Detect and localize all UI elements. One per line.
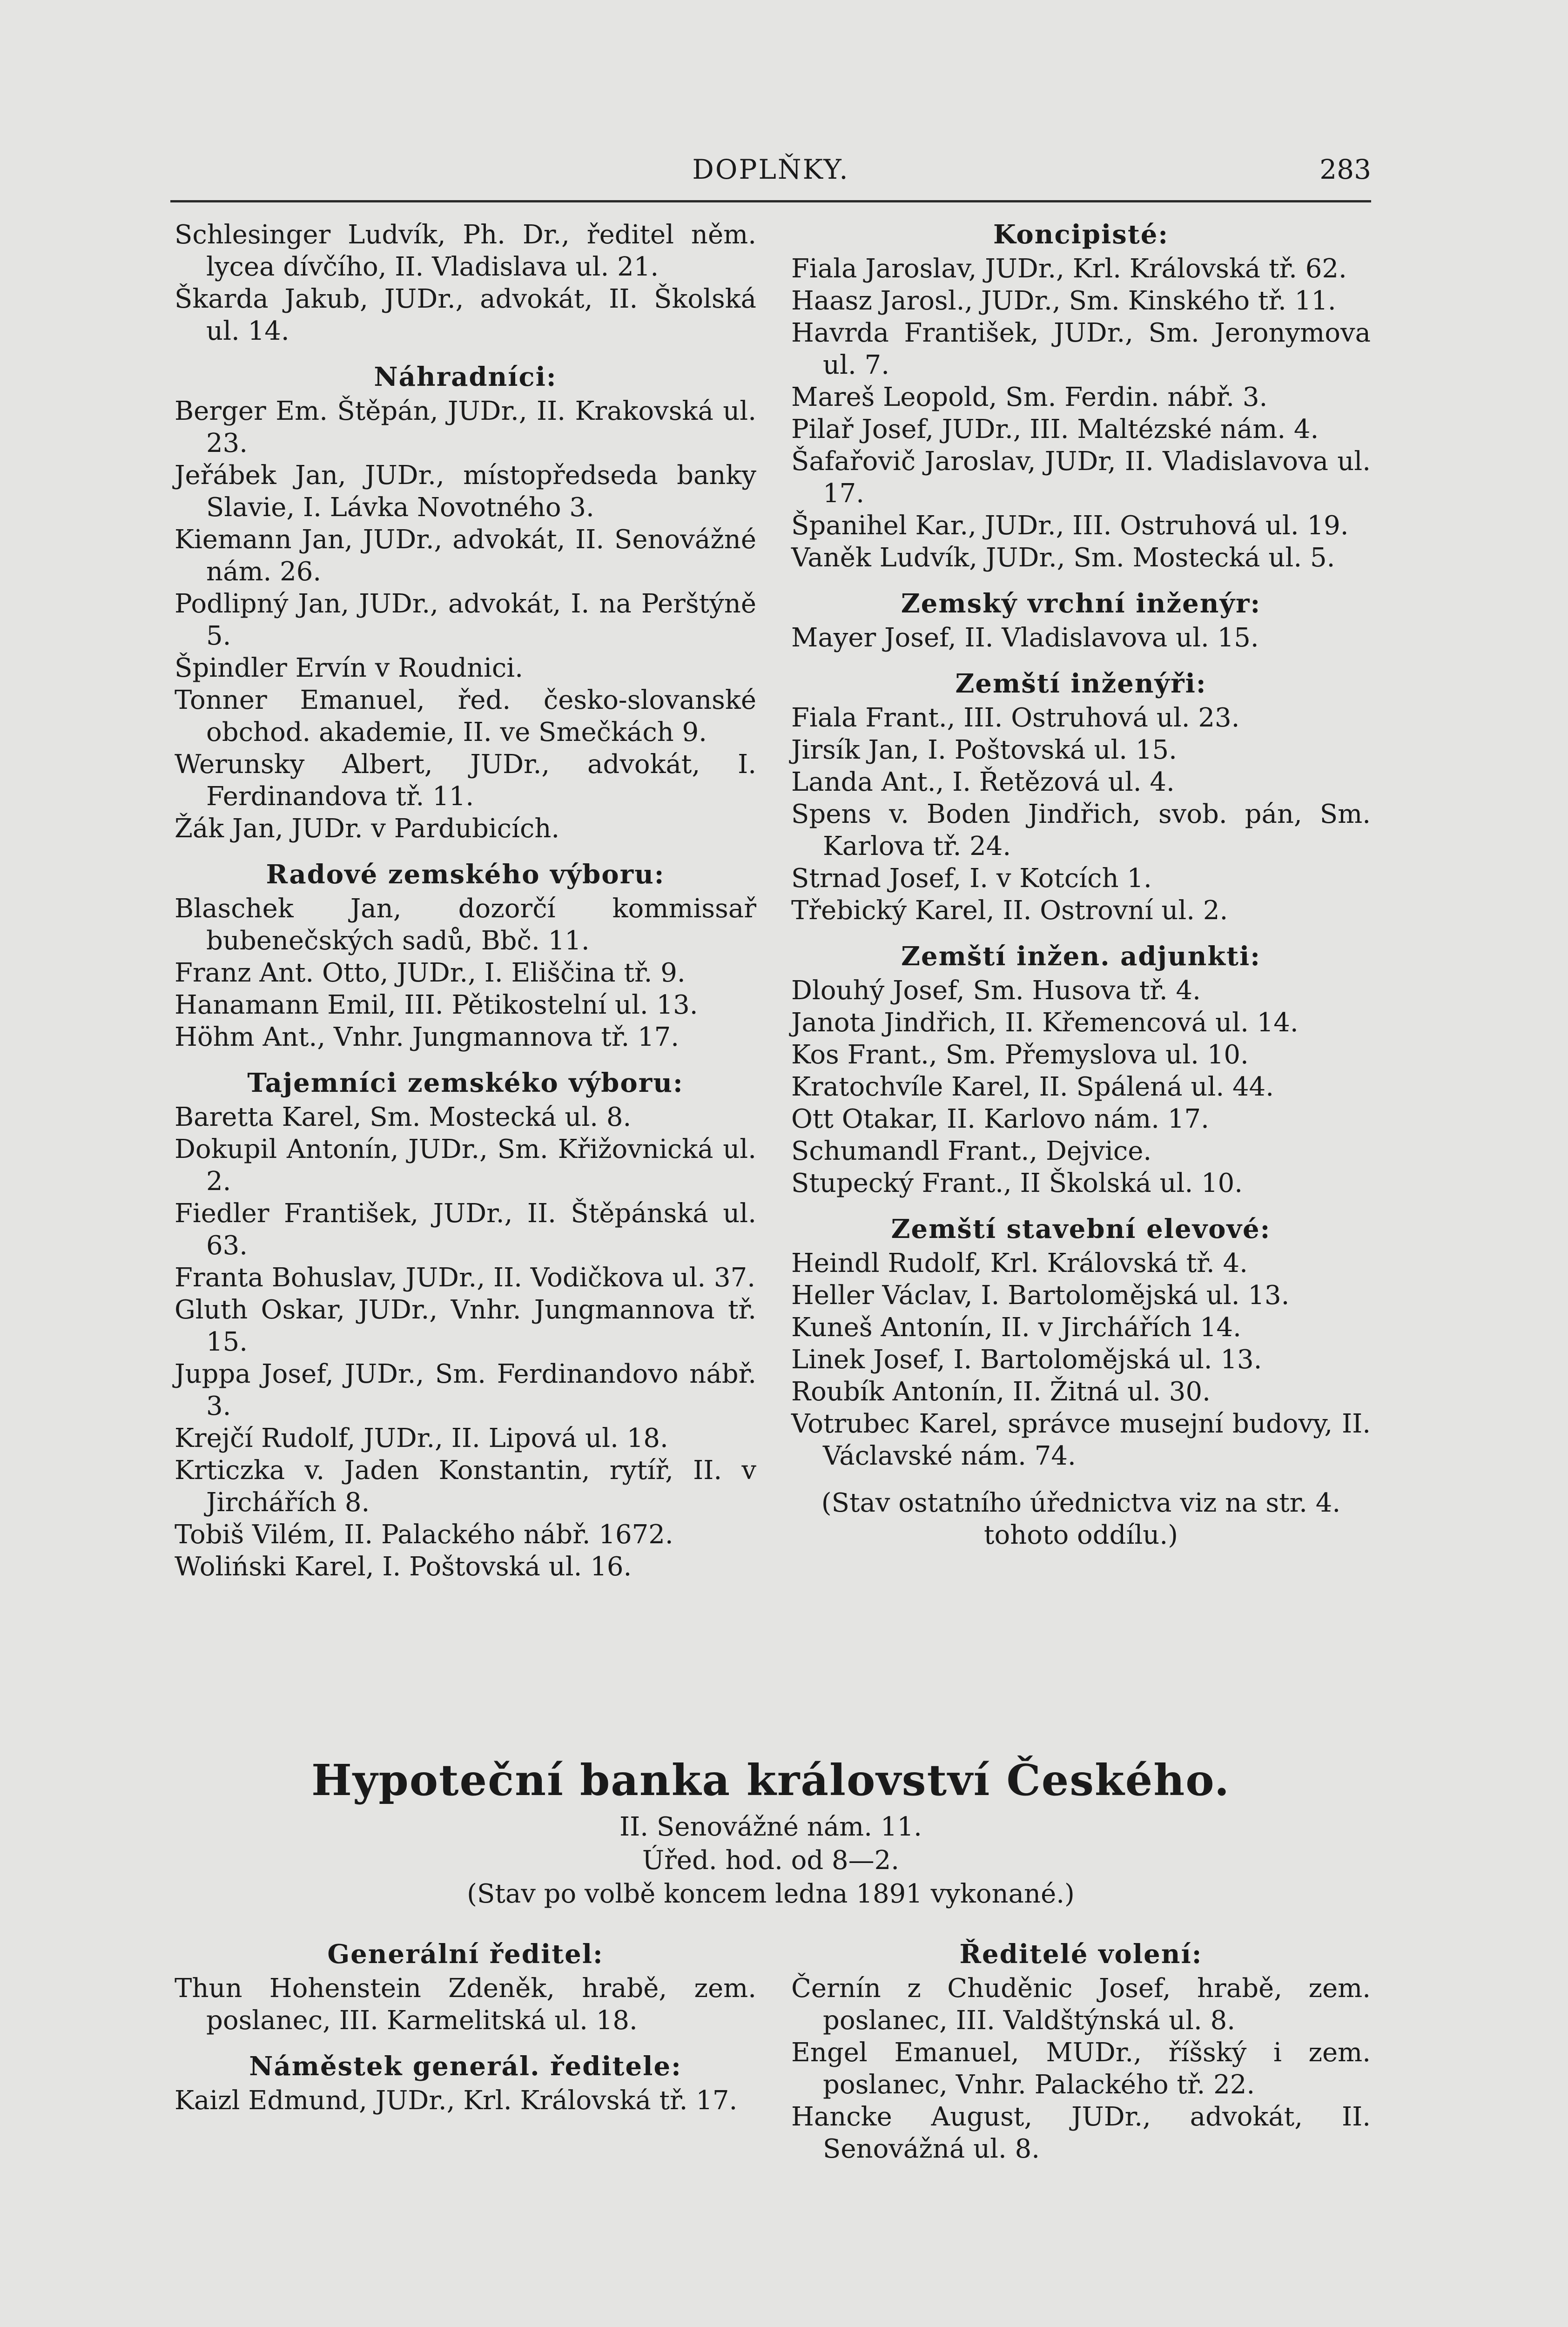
section-heading: Radové zemského výboru: [266,859,665,890]
section-heading: Zemský vrchní inženýr: [901,588,1261,619]
list-item: Thun Hohenstein Zdeněk, hrabě, zem. poslanec, III. Karmelitská ul. 18. [175,1973,756,2036]
list-item: Strnad Josef, I. v Kotcích 1. [791,863,1152,894]
list-item: Landa Ant., I. Řetězová ul. 4. [791,767,1175,797]
list-item: Heindl Rudolf, Krl. Královská tř. 4. [791,1248,1248,1278]
section-heading: Ředitelé volení: [959,1939,1203,1970]
list-item: Blaschek Jan, dozorčí kommissař bubenečských sadů, Bbč. 11. [175,894,756,956]
section-heading: Zemští inženýři: [955,668,1207,699]
bank-right-column [791,1938,1371,2165]
section-heading: Koncipisté: [993,219,1169,250]
list-item: Podlipný Jan, JUDr., advokát, I. na Perštýně 5. [175,589,756,651]
right-column [791,219,1371,1551]
list-item: Kiemann Jan, JUDr., advokát, II. Senovážné nám. 26. [175,525,756,587]
list-item: Vaněk Ludvík, JUDr., Sm. Mostecká ul. 5. [791,543,1335,573]
list-item: Dlouhý Josef, Sm. Husova tř. 4. [791,975,1201,1006]
section-heading: Generální ředitel: [327,1939,604,1970]
list-item: Janota Jindřich, II. Křemencová ul. 14. [791,1008,1299,1038]
list-item: Třebický Karel, II. Ostrovní ul. 2. [791,895,1228,926]
page-number: 283 [1319,154,1371,185]
list-item: Hanamann Emil, III. Pětikostelní ul. 13. [175,990,698,1020]
bank-address: II. Senovážné nám. 11. [619,1812,922,1842]
list-item: Jirsík Jan, I. Poštovská ul. 15. [791,735,1177,765]
list-item: Heller Václav, I. Bartolomějská ul. 13. [791,1280,1290,1311]
list-item: Žák Jan, JUDr. v Pardubicích. [175,814,560,844]
list-item: Schumandl Frant., Dejvice. [791,1136,1152,1166]
bank-left-column [175,1938,756,2117]
list-item: Španihel Kar., JUDr., III. Ostruhová ul. 19. [791,511,1349,541]
list-item: Fiedler František, JUDr., II. Štěpánská ul. 63. [175,1198,756,1261]
list-item: Kaizl Edmund, JUDr., Krl. Královská tř. 17. [175,2085,738,2116]
list-item: Franz Ant. Otto, JUDr., I. Eliščina tř. 9. [175,958,686,988]
list-item: Woliński Karel, I. Poštovská ul. 16. [175,1552,632,1582]
bank-status: (Stav po volbě koncem ledna 1891 vykonané.) [467,1879,1075,1909]
list-item: Kos Frant., Sm. Přemyslova ul. 10. [791,1040,1249,1070]
list-item: Roubík Antonín, II. Žitná ul. 30. [791,1377,1211,1407]
list-item: Gluth Oskar, JUDr., Vnhr. Jungmannova tř. 15. [175,1295,756,1357]
running-title: DOPLŇKY. [692,154,849,185]
bank-title: Hypoteční banka království Českého. [311,1755,1230,1805]
list-item: Krticzka v. Jaden Konstantin, rytíř, II. v Jirchářích 8. [175,1455,756,1518]
list-item: Votrubec Karel, správce musejní budovy, II. Václavské nám. 74. [791,1409,1371,1471]
list-item: Mareš Leopold, Sm. Ferdin. nábř. 3. [791,382,1268,412]
left-column [175,219,756,1583]
list-item: Šafařovič Jaroslav, JUDr, II. Vladislavova ul. 17. [791,446,1371,509]
list-item: Tobiš Vilém, II. Palackého nábř. 1672. [175,1520,673,1550]
list-item: Dokupil Antonín, JUDr., Sm. Křižovnická ul. 2. [175,1134,756,1197]
section-heading: Náměstek generál. ředitele: [249,2051,682,2082]
list-item: Spens v. Boden Jindřich, svob. pán, Sm. Karlova tř. 24. [791,799,1371,861]
list-item: Stupecký Frant., II Školská ul. 10. [791,1168,1243,1198]
list-item: Engel Emanuel, MUDr., říšský i zem. poslanec, Vnhr. Palackého tř. 22. [791,2038,1371,2100]
header-rule [170,200,1371,202]
list-item: Hancke August, JUDr., advokát, II. Senovážná ul. 8. [791,2102,1371,2164]
list-item: Tonner Emanuel, řed. česko-slovanské obchod. akademie, II. ve Smečkách 9. [175,685,756,747]
section-heading: Náhradníci: [374,362,557,392]
bank-section [170,1750,1371,1911]
list-item: Linek Josef, I. Bartolomějská ul. 13. [791,1345,1262,1375]
list-item: Schlesinger Ludvík, Ph. Dr., ředitel něm. lycea dívčího, II. Vladislava ul. 21. [175,220,756,282]
list-item: Špindler Ervín v Roudnici. [175,653,523,683]
list-item: Krejčí Rudolf, JUDr., II. Lipová ul. 18. [175,1423,668,1453]
list-item: Kuneš Antonín, II. v Jirchářích 14. [791,1312,1241,1343]
list-item: Fiala Frant., III. Ostruhová ul. 23. [791,703,1240,733]
list-item: Pilař Josef, JUDr., III. Maltézské nám. 4. [791,414,1319,444]
list-item: Höhm Ant., Vnhr. Jungmannova tř. 17. [175,1022,680,1052]
section-heading: Tajemníci zemskéko výboru: [247,1068,684,1098]
list-item: Baretta Karel, Sm. Mostecká ul. 8. [175,1102,632,1132]
list-item: Škarda Jakub, JUDr., advokát, II. Školská ul. 14. [175,284,756,346]
list-item: Berger Em. Štěpán, JUDr., II. Krakovská ul. 23. [175,396,756,458]
list-item: Franta Bohuslav, JUDr., II. Vodičkova ul. 37. [175,1263,756,1293]
section-heading: Zemští inžen. adjunkti: [901,941,1261,972]
list-item: Ott Otakar, II. Karlovo nám. 17. [791,1104,1209,1134]
list-item: Haasz Jarosl., JUDr., Sm. Kinského tř. 11. [791,286,1336,316]
list-item: Jeřábek Jan, JUDr., místopředseda banky Slavie, I. Lávka Novotného 3. [175,460,756,523]
list-item: Juppa Josef, JUDr., Sm. Ferdinandovo nábř. 3. [175,1359,756,1421]
list-item: Kratochvíle Karel, II. Spálená ul. 44. [791,1072,1274,1102]
list-item: Havrda František, JUDr., Sm. Jeronymova ul. 7. [791,318,1371,380]
list-item: Černín z Chuděnic Josef, hrabě, zem. poslanec, III. Valdštýnská ul. 8. [791,1973,1371,2036]
list-item: Werunsky Albert, JUDr., advokát, I. Ferdinandova tř. 11. [175,749,756,812]
section-heading: Zemští stavební elevové: [891,1214,1271,1244]
list-item: Mayer Josef, II. Vladislavova ul. 15. [791,623,1259,653]
footnote: (Stav ostatního úřednictva viz na str. 4. tohoto oddílu.) [821,1488,1341,1550]
bank-hours: Úřed. hod. od 8—2. [642,1845,900,1876]
list-item: Fiala Jaroslav, JUDr., Krl. Královská tř. 62. [791,254,1347,284]
